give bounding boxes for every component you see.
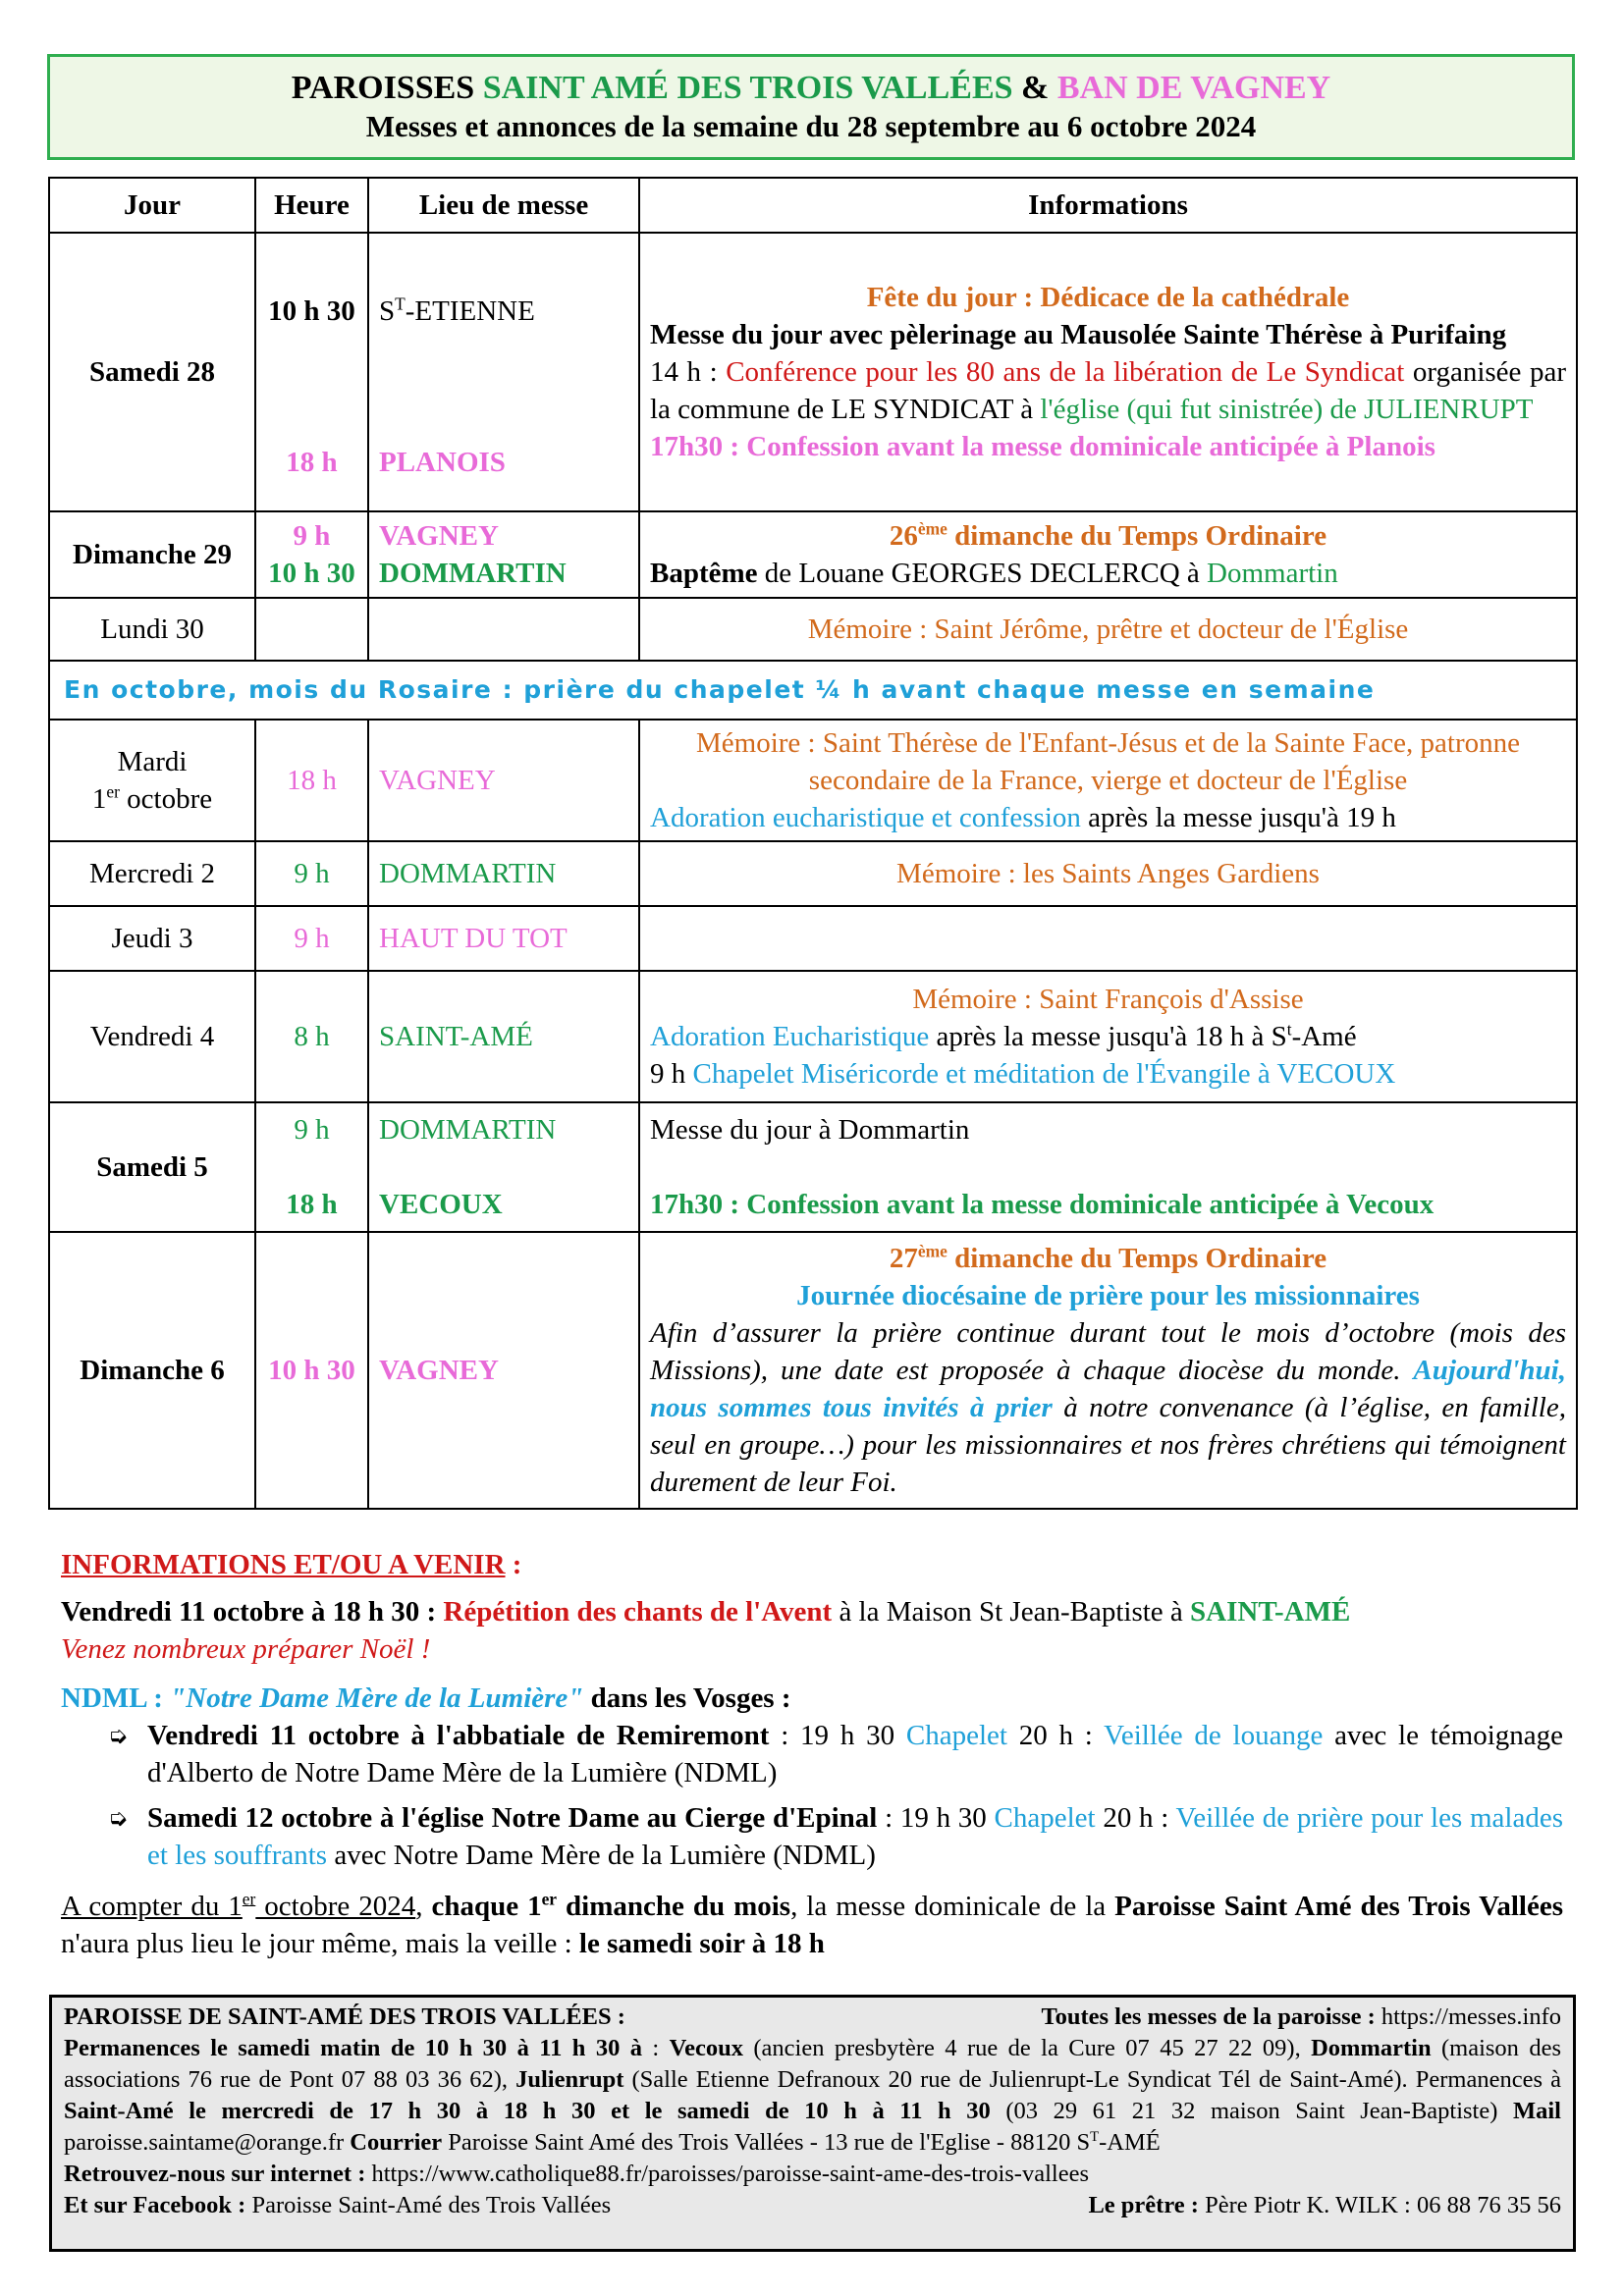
advent-town: SAINT-AMÉ: [1190, 1596, 1351, 1628]
table-row: [49, 1232, 1577, 1509]
footer-title-row: [64, 2002, 1561, 2033]
info-text: dimanche du Temps Ordinaire: [947, 520, 1327, 552]
hour-cell: 9 h: [255, 841, 368, 906]
baptism-text: de Louane GEORGES DECLERCQ à: [757, 558, 1208, 589]
hour-cell: [255, 1102, 368, 1232]
place-cell: [368, 233, 639, 511]
change-7: Paroisse Saint Amé des Trois Vallées: [1114, 1891, 1563, 1922]
hour-cell: [255, 598, 368, 661]
item2-f: avec Notre Dame Mère de la Lumière (NDML): [327, 1840, 876, 1871]
footer-last-row: [64, 2190, 1561, 2221]
para-c: à notre convenance (à l’église, en famille, seul en groupe…) pour les missionnaires et nos frères chrétiens qui témoignent durement de leur Foi.: [650, 1392, 1566, 1498]
info-conf-b: Conférence pour les 80 ans de la libération de Le Syndicat: [726, 356, 1405, 388]
info-memoire: Mémoire : Saint François d'Assise: [912, 984, 1304, 1015]
header-subtitle: Messes et annonces de la semaine du 28 septembre au 6 octobre 2024: [365, 109, 1257, 143]
place-1: VAGNEY: [379, 520, 499, 552]
change-3: ,: [415, 1891, 432, 1922]
hour-cell: 18 h: [255, 720, 368, 841]
table-row: [49, 720, 1577, 841]
item2-e: Veillée de prière pour les malades et les souffrants: [147, 1802, 1563, 1871]
item1-f: avec le témoignage d'Alberto de Notre Dame Mère de la Lumière (NDML): [147, 1720, 1564, 1789]
day-line2: [60, 780, 244, 818]
ndml-suffix: dans les Vosges :: [583, 1682, 791, 1714]
adoration-sup: t: [1286, 1019, 1292, 1040]
info-sunday: [650, 1240, 1566, 1277]
heading-colon: :: [505, 1549, 522, 1580]
info-pilgrimage: Messe du jour avec pèlerinage au Mausolée Sainte Thérèse à Purifaing: [650, 319, 1507, 350]
baptism-label: Baptême: [650, 558, 758, 589]
info-text: dimanche du Temps Ordinaire: [947, 1243, 1327, 1274]
table-row: [49, 233, 1577, 511]
info-cell: [639, 1102, 1577, 1232]
announcement-advent-note: Venez nombreux préparer Noël !: [61, 1633, 431, 1665]
change-8: n'aura plus lieu le jour même, mais la veille :: [61, 1928, 579, 1959]
info-feast: Fête du jour : Dédicace de la cathédrale: [866, 282, 1350, 313]
web-label: Retrouvez-nous sur internet :: [64, 2161, 366, 2187]
ndml-name: "Notre Dame Mère de la Lumière": [170, 1682, 584, 1714]
mass-schedule-table: [48, 177, 1578, 1510]
courrier-end: -AMÉ: [1099, 2129, 1161, 2156]
header-paroisses: PAROISSES: [291, 70, 475, 106]
announcement-change: [61, 1888, 1563, 1962]
place-cell: HAUT DU TOT: [368, 906, 639, 971]
info-sup: ème: [917, 518, 947, 539]
info-missionnaires: Journée diocésaine de prière pour les missionnaires: [796, 1280, 1420, 1311]
info-confession: 17h30 : Confession avant la messe dominicale anticipée à Vecoux: [650, 1189, 1435, 1220]
hour-1: 10 h 30: [268, 295, 355, 327]
col-header-heure: Heure: [255, 178, 368, 233]
place-1: [379, 293, 628, 330]
p1f: (maison des associations 76 rue de Pont 07 88 03 36 62),: [64, 2035, 1561, 2093]
hour-1: 9 h: [294, 1114, 330, 1146]
hour-cell: 9 h: [255, 906, 368, 971]
web-link[interactable]: https://www.catholique88.fr/paroisses/paroisse-saint-ame-des-trois-vallees: [365, 2161, 1089, 2187]
footer-title: PAROISSE DE SAINT-AMÉ DES TROIS VALLÉES :: [64, 2003, 625, 2030]
place-cell: [368, 511, 639, 598]
adoration-label: Adoration eucharistique et confession: [650, 802, 1081, 833]
place-cell: [368, 1102, 639, 1232]
item2-a: Samedi 12 octobre à l'église Notre Dame au Cierge d'Epinal: [147, 1802, 878, 1834]
para-a: Afin d’assurer la prière continue durant tout le mois d’octobre (mois des Missions), une date est proposée à chaque diocèse du monde.: [650, 1317, 1566, 1386]
info-cell: [639, 971, 1577, 1102]
header-parish1: SAINT AMÉ DES TROIS VALLÉES: [482, 70, 1013, 106]
p1d: (ancien presbytère 4 rue de la Cure 07 45 27 22 09),: [742, 2035, 1312, 2061]
place-1a: S: [379, 295, 396, 327]
place-1: DOMMARTIN: [379, 1114, 557, 1146]
advent-date: Vendredi 11 octobre à 18 h 30 :: [61, 1596, 444, 1628]
change-5: dimanche du mois: [557, 1891, 791, 1922]
p1i: Saint-Amé le mercredi de 17 h 30 à 18 h 30 et le samedi de 10 h à 11 h 30: [64, 2098, 991, 2124]
adoration-text: après la messe jusqu'à 18 h à S: [929, 1021, 1287, 1052]
table-row: [49, 841, 1577, 906]
arrow-bullet-icon: ➭: [108, 1722, 129, 1749]
day-sup: er: [106, 781, 120, 802]
ndml-item-2: [147, 1799, 1563, 1874]
change-2: octobre 2024: [255, 1891, 416, 1922]
change-9: le samedi soir à 18 h: [578, 1928, 825, 1959]
info-conf-d: l'église (qui fut sinistrée) de JULIENRUPT: [1040, 394, 1534, 425]
courrier-label: Courrier: [350, 2129, 443, 2156]
hour-cell: [255, 511, 368, 598]
heading-text: INFORMATIONS ET/OU A VENIR: [61, 1549, 506, 1580]
hour-2: 18 h: [286, 1189, 338, 1220]
footer-priest: [1088, 2190, 1561, 2221]
info-cell: [639, 511, 1577, 598]
p1h: (Salle Etienne Defranoux 20 rue de Julienrupt-Le Syndicat Tél de Saint-Amé). Permanences à: [623, 2066, 1561, 2093]
table-row: [49, 971, 1577, 1102]
announcement-advent: [61, 1593, 1563, 1630]
ndml-heading: [61, 1680, 1563, 1717]
table-row: [49, 511, 1577, 598]
list-item: [108, 1717, 1563, 1791]
day-cell: Dimanche 6: [49, 1232, 255, 1509]
col-header-informations: Informations: [639, 178, 1577, 233]
change-6: , la messe dominicale de la: [790, 1891, 1115, 1922]
info-baptism: [650, 555, 1566, 592]
info-num: 26: [889, 520, 918, 552]
day-cell: Lundi 30: [49, 598, 255, 661]
header-amp: &: [1021, 70, 1050, 106]
all-masses-label: Toutes les messes de la paroisse :: [1041, 2003, 1376, 2030]
info-conf-a: 14 h :: [650, 356, 727, 388]
hour-cell: [255, 233, 368, 511]
p1c: Vecoux: [669, 2035, 743, 2061]
p1j: (03 29 61 21 32 maison Saint Jean-Baptiste): [990, 2098, 1513, 2124]
table-row: [49, 598, 1577, 661]
table-row: [49, 1102, 1577, 1232]
all-masses-link[interactable]: https://messes.info: [1375, 2003, 1561, 2030]
place-1sup: T: [395, 294, 406, 314]
hour-1: 9 h: [293, 520, 331, 552]
header-parish2: BAN DE VAGNEY: [1056, 70, 1331, 106]
announcements-heading: [61, 1546, 1563, 1583]
place-cell: [368, 598, 639, 661]
mail-label: Mail: [1513, 2098, 1561, 2124]
ndml-label: NDML :: [61, 1682, 171, 1714]
info-sup: ème: [917, 1241, 947, 1261]
item1-d: 20 h :: [1006, 1720, 1105, 1751]
change-4: chaque 1: [431, 1891, 542, 1922]
parish-contact-footer: [49, 1995, 1576, 2252]
hour-2: 18 h: [286, 447, 338, 478]
col-header-jour: Jour: [49, 178, 255, 233]
footer-permanences: [64, 2033, 1561, 2159]
item1-a: Vendredi 11 octobre à l'abbatiale de Remiremont: [147, 1720, 770, 1751]
day-cell: Samedi 28: [49, 233, 255, 511]
rosary-notice: En octobre, mois du Rosaire : prière du chapelet ¼ h avant chaque messe en semaine: [49, 661, 1577, 720]
info-cell: Mémoire : les Saints Anges Gardiens: [639, 841, 1577, 906]
advent-event: Répétition des chants de l'Avent: [443, 1596, 833, 1628]
col-header-lieu: Lieu de messe: [368, 178, 639, 233]
info-sunday: [650, 517, 1566, 555]
place-cell: SAINT-AMÉ: [368, 971, 639, 1102]
adoration-label: Adoration Eucharistique: [650, 1021, 930, 1052]
adoration-end: -Amé: [1291, 1021, 1357, 1052]
day-cell: Mercredi 2: [49, 841, 255, 906]
info-adoration: [650, 799, 1566, 836]
day-num: 1: [91, 783, 107, 815]
advent-place: à la Maison St Jean-Baptiste à: [832, 1596, 1191, 1628]
mail-address[interactable]: paroisse.saintame@orange.fr: [64, 2129, 351, 2156]
info-cell: [639, 906, 1577, 971]
table-row: [49, 906, 1577, 971]
day-cell: Dimanche 29: [49, 511, 255, 598]
adoration-text: après la messe jusqu'à 19 h: [1080, 802, 1396, 833]
fb-label: Et sur Facebook :: [64, 2192, 246, 2218]
table-row: [49, 661, 1577, 720]
info-cell: [639, 720, 1577, 841]
courrier-address: Paroisse Saint Amé des Trois Vallées - 13 rue de l'Eglise - 88120 S: [442, 2129, 1091, 2156]
day-text: octobre: [119, 783, 213, 815]
header-banner: [47, 54, 1575, 160]
priest-label: Le prêtre :: [1088, 2192, 1199, 2218]
info-num: 27: [889, 1243, 918, 1274]
place-2: PLANOIS: [379, 447, 506, 478]
item1-e: Veillée de louange: [1104, 1720, 1324, 1751]
chapelet-text: Chapelet Miséricorde et méditation de l'Évangile à VECOUX: [692, 1058, 1396, 1090]
day-line1: Mardi: [117, 746, 188, 777]
day-cell: [49, 720, 255, 841]
day-cell: Vendredi 4: [49, 971, 255, 1102]
info-cell: [639, 233, 1577, 511]
ndml-item-1: [147, 1717, 1563, 1791]
day-cell: Samedi 5: [49, 1102, 255, 1232]
info-chapelet: [650, 1055, 1566, 1093]
info-memoire: Mémoire : Saint Thérèse de l'Enfant-Jésus et de la Sainte Face, patronne secondaire de la France, vierge et docteur de l'Église: [696, 727, 1520, 796]
arrow-bullet-icon: ➭: [108, 1804, 129, 1832]
item2-b: : 19 h 30: [877, 1802, 995, 1834]
change-1: A compter du 1: [61, 1891, 243, 1922]
info-messe: Messe du jour à Dommartin: [650, 1114, 970, 1146]
chapelet-hour: 9 h: [650, 1058, 693, 1090]
item2-d: 20 h :: [1095, 1802, 1176, 1834]
info-conference: [650, 353, 1566, 428]
place-cell: VAGNEY: [368, 1232, 639, 1509]
hour-cell: 10 h 30: [255, 1232, 368, 1509]
info-cell: [639, 1232, 1577, 1509]
list-item: [108, 1799, 1563, 1874]
info-confession: 17h30 : Confession avant la messe dominicale anticipée à Planois: [650, 431, 1435, 462]
change-4sup: er: [541, 1889, 558, 1909]
info-cell: Mémoire : Saint Jérôme, prêtre et docteur de l'Église: [639, 598, 1577, 661]
hour-2: 10 h 30: [268, 558, 355, 589]
p1a: Permanences le samedi matin de 10 h 30 à 11 h 30 à: [64, 2035, 642, 2061]
place-cell: DOMMARTIN: [368, 841, 639, 906]
item2-c: Chapelet: [994, 1802, 1096, 1834]
header-title: [50, 69, 1572, 108]
courrier-sup: T: [1090, 2128, 1100, 2145]
p1g: Julienrupt: [515, 2066, 624, 2093]
baptism-place: Dommartin: [1207, 558, 1338, 589]
priest-contact: Père Piotr K. WILK : 06 88 76 35 56: [1198, 2192, 1561, 2218]
footer-all-masses: [1042, 2002, 1562, 2033]
table-header-row: [49, 178, 1577, 233]
footer-web: [64, 2159, 1561, 2190]
place-1b: -ETIENNE: [405, 295, 535, 327]
item1-b: : 19 h 30: [769, 1720, 906, 1751]
p1e: Dommartin: [1311, 2035, 1432, 2061]
place-cell: VAGNEY: [368, 720, 639, 841]
hour-cell: 8 h: [255, 971, 368, 1102]
item1-c: Chapelet: [905, 1720, 1007, 1751]
announcements: [61, 1546, 1563, 1962]
p1b: :: [642, 2035, 670, 2061]
footer-facebook: [64, 2190, 611, 2221]
place-2: VECOUX: [379, 1189, 503, 1220]
info-conf-c: organisée par la commune de LE SYNDICAT à: [650, 356, 1567, 425]
day-cell: Jeudi 3: [49, 906, 255, 971]
para-b: Aujourd'hui, nous sommes tous invités à prier: [650, 1355, 1566, 1423]
place-2: DOMMARTIN: [379, 558, 567, 589]
info-adoration: [650, 1018, 1566, 1055]
info-paragraph: [650, 1314, 1566, 1501]
change-1sup: er: [242, 1889, 256, 1909]
fb-link[interactable]: Paroisse Saint-Amé des Trois Vallées: [245, 2192, 612, 2218]
